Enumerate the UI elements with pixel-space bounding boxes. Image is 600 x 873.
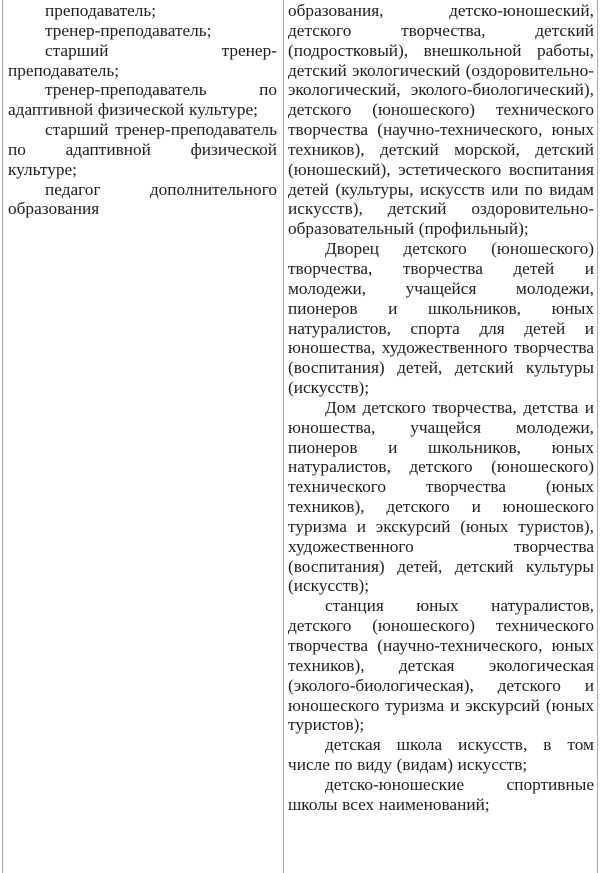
paragraph: детская школа искусств, в том числе по виду (видам) искусств; xyxy=(288,735,594,775)
paragraph: образования, детско-юношеский, детского творчества, детский (подростковый), внешкольной работы, детский экологический (оздоровительно-экологический, эколого-биологический), детского (юношеского) технического творчества (научно-технического, юных техников), детский морской, детский (юношеский), эстетического воспитания детей (культуры, искусств или по видам искусств), детский оздоровительно-образовательный (профильный); xyxy=(288,1,594,239)
paragraph: тренер-преподаватель; xyxy=(45,20,212,40)
paragraph: Дом детского творчества, детства и юношества, учащейся молодежи, пионеров и школьников, юных натуралистов, детского (юношеского) технического творчества (юных техников), детского и юношеского туризма и экскурсий (юных туристов), художественного творчества (воспитания) детей, детский культуры (искусств); xyxy=(288,397,594,596)
table-cell-institutions xyxy=(284,0,598,873)
paragraph: старший тренер-преподаватель по адаптивной физической культуре; xyxy=(8,120,277,179)
paragraph: тренер-преподаватель по адаптивной физической культуре; xyxy=(8,80,277,120)
paragraph: Дворец детского (юношеского) творчества, творчества детей и молодежи, учащейся молодежи, пионеров и школьников, юных натуралистов, спорта для детей и юношества, художественного творчества (воспитания) детей, детский культуры (искусств); xyxy=(288,239,594,398)
paragraph: педагог дополнительного образования xyxy=(8,179,277,219)
paragraph: старший тренер-преподаватель; xyxy=(8,40,277,80)
paragraph: станция юных натуралистов, детского (юношеского) технического творчества (научно-технического, юных техников), детская экологическая (эколого-биологическая), детского и юношеского туризма и экскурсий (юных туристов); xyxy=(288,596,594,735)
positions-institutions-table xyxy=(2,0,600,873)
paragraph: детско-юношеские спортивные школы всех наименований; xyxy=(288,774,594,814)
paragraph: преподаватель; xyxy=(45,1,157,20)
table-cell-positions xyxy=(2,0,284,873)
